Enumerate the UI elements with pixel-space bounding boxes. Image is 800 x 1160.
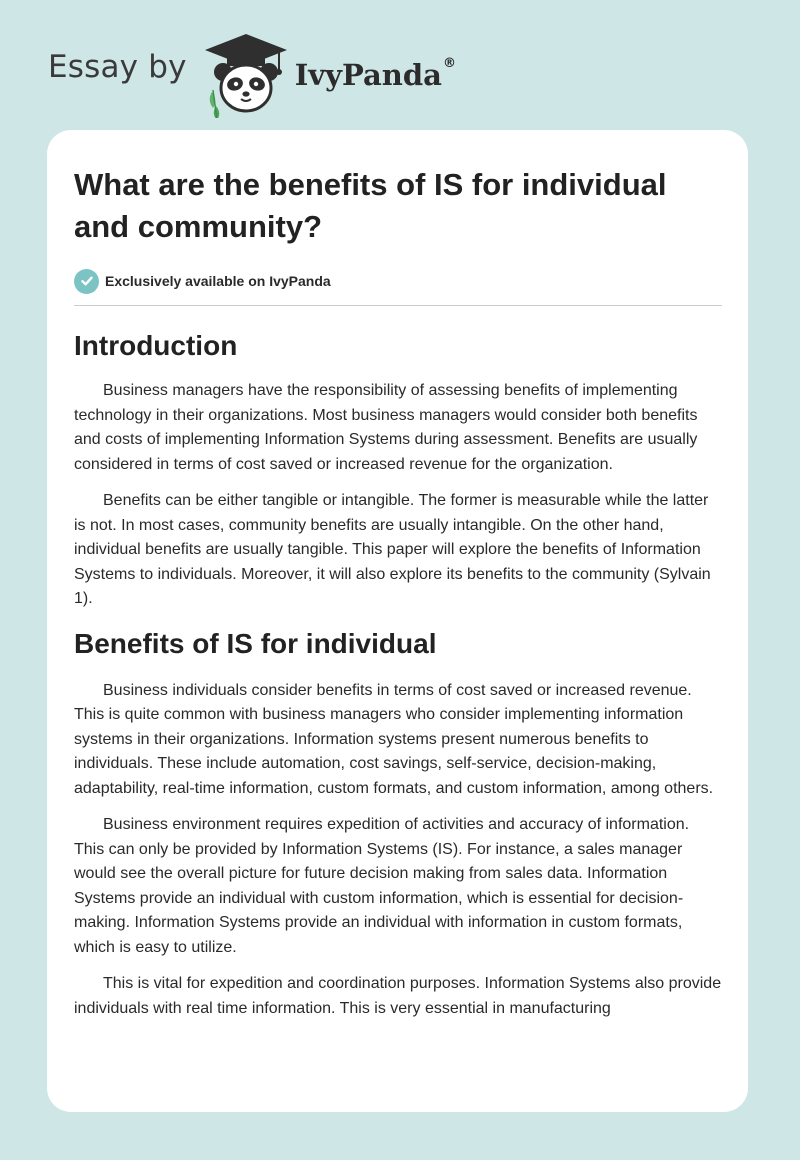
exclusive-badge-text: Exclusively available on IvyPanda [105, 273, 331, 289]
brand-name[interactable] [295, 58, 456, 92]
exclusive-badge [74, 268, 722, 294]
paragraph: Business environment requires expedition of activities and accuracy of information. This can only be provided by Information Systems (IS). For instance, a sales manager would see the overall picture for future decision making from sales data. Information Systems provide an individual with custom information, which is essential for decision-making. Information Systems provide an individual with information in custom formats, which is easy to utilize. [74, 816, 690, 956]
essay-by-label: Essay by [48, 49, 187, 85]
essay-card [47, 130, 748, 1112]
paragraph: Business managers have the responsibility of assessing benefits of implementing technology in their organizations. Most business managers would consider both benefits and costs of implementing Information Systems during assessment. Benefits are usually considered in terms of cost saved or increased revenue for the organization. [74, 382, 698, 473]
paragraph: Business individuals consider benefits in terms of cost saved or increased revenue. This is quite common with business managers who consider implementing information systems in their organizations. Information systems present numerous benefits to individuals. These include automation, cost savings, self-service, decision-making, adaptability, real-time information, custom formats, and custom information, among others. [74, 681, 714, 797]
section-heading-benefits-individual: Benefits of IS for individual [74, 627, 437, 659]
divider [74, 305, 722, 306]
paragraph: Benefits can be either tangible or intangible. The former is measurable while the latter is not. In most cases, community benefits are usually intangible. On the other hand, individual benefits are usually tangible. This paper will explore the benefits of Information Systems to individuals. Moreover, it will also explore its benefits to the community (Sylvain 1). [74, 492, 711, 607]
site-header [48, 28, 456, 118]
essay-title: What are the benefits of IS for individual and community? [74, 167, 667, 244]
paragraph: This is vital for expedition and coordination purposes. Information Systems also provide individuals with real time information. This is very essential in manufacturing [74, 975, 722, 1017]
check-icon [74, 269, 99, 294]
panda-graduate-icon[interactable] [201, 28, 291, 118]
section-heading-introduction: Introduction [74, 330, 238, 361]
brand-name-text: IvyPanda [294, 58, 442, 92]
registered-mark: ® [442, 56, 456, 71]
